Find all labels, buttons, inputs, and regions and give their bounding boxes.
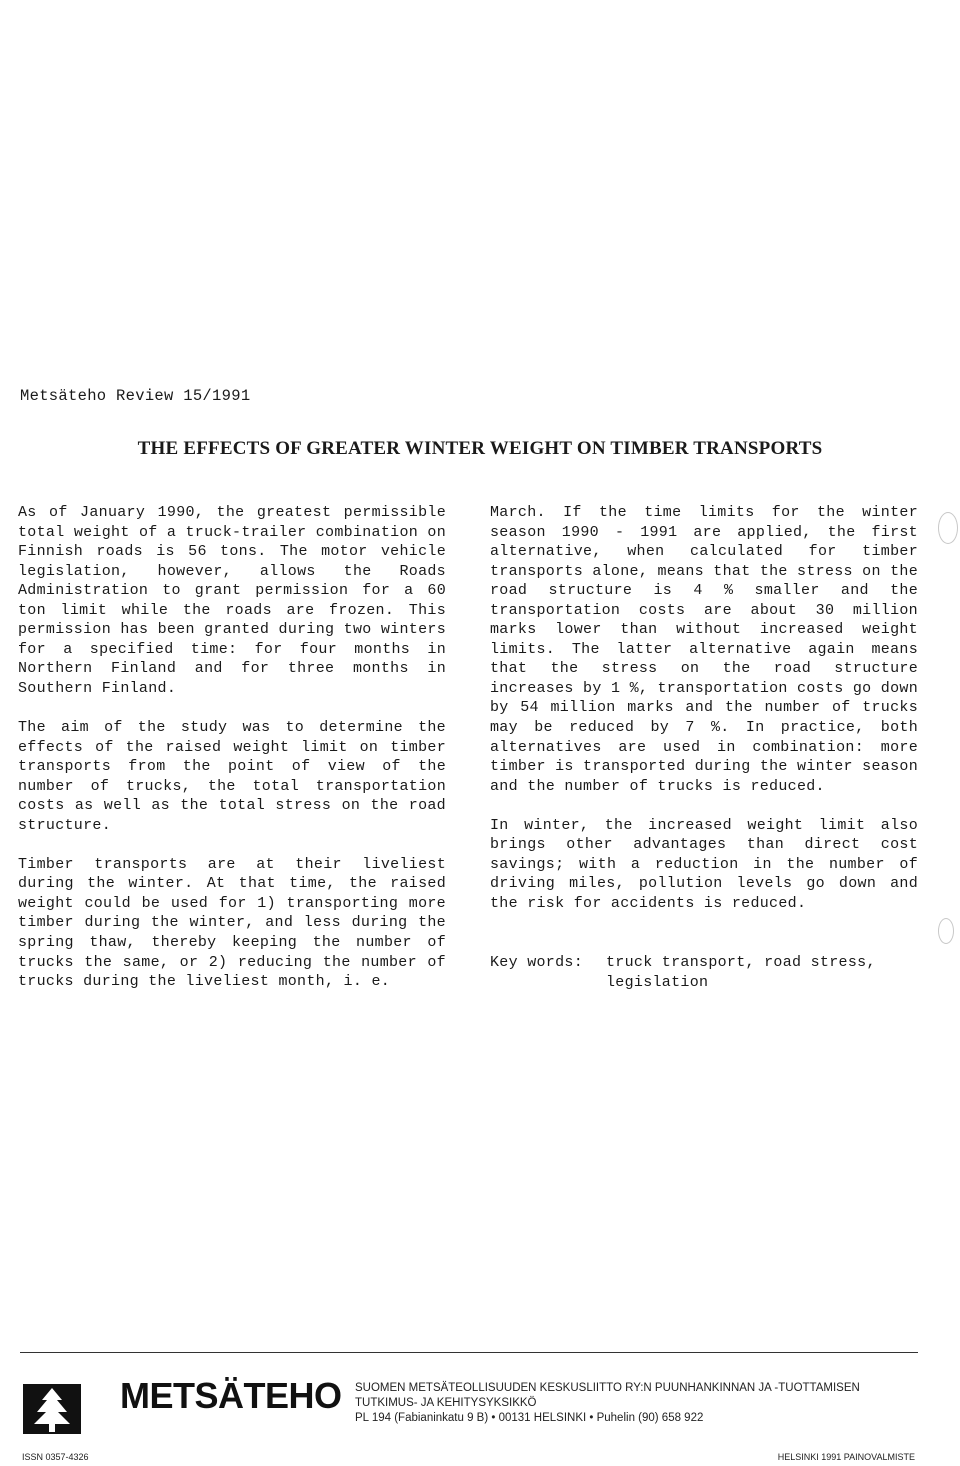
binder-hole-mark	[938, 918, 954, 944]
tree-logo-icon	[22, 1383, 82, 1435]
keywords-value: truck transport, road stress, legislation	[606, 954, 876, 991]
paragraph: As of January 1990, the greatest permissible total weight of a truck-trailer combination on Finnish roads is 56 tons. The motor vehicle legislation, however, allows the Roads Administration to grant permission for a 60 ton limit while the roads are frozen. This permission has been granted during two winters for a specified time: for four months in Northern Finland and for three months in Southern Finland.	[18, 504, 446, 697]
footer-rule	[20, 1352, 918, 1353]
paragraph: March. If the time limits for the winter season 1990 - 1991 are applied, the first alternative, when calculated for timber transports alone, means that the stress on the road structure is 4 % smaller and the transportation costs are about 30 million marks lower than without increased weight limits. The latter alternative again means that the stress on the road structure increases by 1 %, transportation costs go down by 54 million marks and the number of trucks may be reduced by 7 %. In practice, both alternatives are used in combination: more timber is transported during the winter season and the number of trucks is reduced.	[490, 504, 918, 795]
binder-hole-mark	[938, 512, 958, 544]
organization-info	[355, 1381, 860, 1426]
series-label: Metsäteho Review 15/1991	[20, 387, 251, 405]
document-title: THE EFFECTS OF GREATER WINTER WEIGHT ON TIMBER TRANSPORTS	[137, 438, 823, 459]
right-column	[490, 503, 918, 933]
issn: ISSN 0357-4326	[22, 1452, 89, 1462]
brand-name: METSÄTEHO	[120, 1375, 342, 1416]
org-line: SUOMEN METSÄTEOLLISUUDEN KESKUSLIITTO RY:N PUUNHANKINNAN JA -TUOTTAMISEN	[355, 1382, 860, 1394]
paragraph: In winter, the increased weight limit also brings other advantages than direct cost savings; with a reduction in the number of driving miles, pollution levels go down and the risk for accidents is reduced.	[490, 816, 918, 912]
org-address: PL 194 (Fabianinkatu 9 B) • 00131 HELSINKI • Puhelin (90) 658 922	[355, 1412, 704, 1424]
imprint: HELSINKI 1991 PAINOVALMISTE	[777, 1452, 915, 1462]
left-column	[18, 503, 446, 1011]
paragraph: Timber transports are at their liveliest during the winter. At that time, the raised weight could be used for 1) transporting more timber during the winter, and less during the spring thaw, thereby keeping the number of trucks the same, or 2) reducing the number of trucks during the liveliest month, i. e.	[18, 855, 446, 991]
keywords-label: Key words:	[490, 954, 584, 971]
org-line: TUTKIMUS- JA KEHITYSYKSIKKÖ	[355, 1397, 537, 1409]
paragraph: The aim of the study was to determine the effects of the raised weight limit on timber transports from the point of view of the number of trucks, the total transportation costs as well as the total stress on the road structure.	[18, 719, 446, 834]
keywords	[490, 953, 920, 992]
